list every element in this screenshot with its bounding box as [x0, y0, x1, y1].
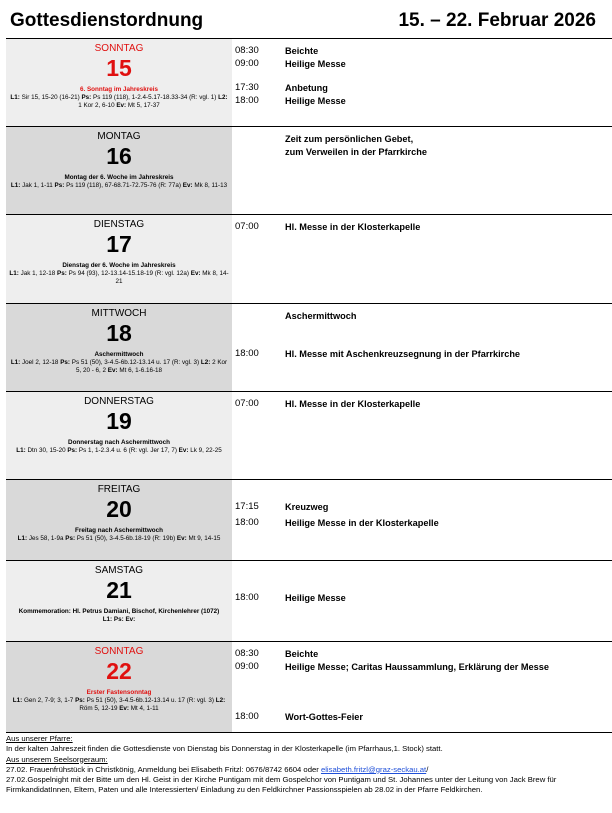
reading-label: Ev:: [125, 616, 136, 623]
readings: [6, 447, 232, 455]
liturgical-day: Dienstag der 6. Woche im Jahreskreis: [62, 262, 176, 269]
day-number: 17: [106, 231, 132, 257]
reading-label: L2:: [215, 697, 226, 704]
event-description: Kreuzweg: [285, 502, 329, 512]
reading-ref: Ps 1, 1-2.3.4 u. 6 (R: vgl. Jer 17, 7): [77, 447, 179, 454]
day-cell: [6, 642, 232, 732]
day-cell: [6, 561, 232, 641]
event-time: 18:00: [235, 592, 259, 603]
event-description: Heilige Messe: [285, 96, 346, 106]
date-range: 15. – 22. Februar 2026: [398, 10, 596, 31]
reading-label: Ps:: [81, 94, 92, 101]
day-name: DIENSTAG: [93, 219, 145, 230]
readings: [6, 94, 232, 110]
event-description: Hl. Messe in der Klosterkapelle: [285, 399, 421, 409]
reading-label: Ps:: [60, 359, 70, 366]
liturgical-day: Montag der 6. Woche im Jahreskreis: [64, 174, 174, 181]
reading-label: Ev:: [178, 447, 189, 454]
reading-label: Ev:: [176, 535, 187, 542]
reading-label: Ev:: [119, 705, 130, 712]
liturgical-day: Kommemoration: Hl. Petrus Damiani, Bischof, Kirchenlehrer (1072): [18, 608, 220, 615]
reading-ref: Ps 94 (93), 12-13.14-15.18-19 (R: vgl. 12a): [66, 270, 191, 277]
event-description: Anbetung: [285, 83, 328, 93]
day-row: [6, 127, 612, 215]
reading-ref: Mk 8, 11-13: [192, 182, 228, 189]
reading-label: L1:: [16, 447, 26, 454]
event-description: Beichte: [285, 649, 319, 659]
day-name: SAMSTAG: [94, 565, 144, 576]
reading-ref: Gen 2, 7-9; 3, 1-7: [22, 697, 76, 704]
reading-ref: Mt 5, 17-37: [126, 102, 160, 109]
day-cell: [6, 215, 232, 303]
pfarre-heading: Aus unserer Pfarre:: [6, 734, 73, 743]
readings: [6, 359, 232, 375]
day-name: DONNERSTAG: [84, 396, 154, 407]
day-cell: [6, 392, 232, 479]
readings: [6, 535, 232, 543]
event-description: Wort-Gottes-Feier: [285, 712, 363, 722]
reading-label: Ps:: [67, 447, 78, 454]
event-time: 09:00: [235, 58, 259, 69]
event-time: 07:00: [235, 398, 259, 409]
reading-ref: Jak 1, 1-11: [20, 182, 55, 189]
event-description: Heilige Messe: [285, 59, 346, 69]
day-number: 18: [106, 320, 132, 346]
reading-label: L1:: [10, 359, 21, 366]
reading-ref: Lk 9, 22-25: [188, 447, 222, 454]
reading-label: L2:: [200, 359, 211, 366]
page-header: [0, 0, 612, 38]
event-description: Beichte: [285, 46, 319, 56]
reading-ref: Ps 119 (118), 67-68.71-72.75-76 (R: 77a): [64, 182, 183, 189]
reading-ref: Mt 4, 1-11: [129, 705, 159, 712]
liturgical-day: Aschermittwoch: [94, 351, 144, 358]
reading-label: Ps:: [65, 535, 76, 542]
day-cell: [6, 127, 232, 214]
event-description: Hl. Messe mit Aschenkreuzsegnung in der Pfarrkirche: [285, 349, 521, 359]
reading-label: L1:: [102, 616, 113, 623]
reading-ref: Jes 58, 1-9a: [27, 535, 66, 542]
event-description: Heilige Messe in der Klosterkapelle: [285, 518, 439, 528]
reading-ref: Ps 51 (50), 3-4.5-6b.12-13.14 u. 17 (R: vgl. 3): [70, 359, 201, 366]
reading-label: Ev:: [116, 102, 127, 109]
day-cell: [6, 304, 232, 391]
reading-ref: Ps 119 (118), 1-2.4-5.17-18.33-34 (R: vgl. 1): [91, 94, 219, 101]
liturgical-day: Donnerstag nach Aschermittwoch: [68, 439, 170, 446]
reading-label: L1:: [12, 697, 23, 704]
event-time: 18:00: [235, 348, 259, 359]
day-name: MONTAG: [97, 131, 141, 142]
event-time: 07:00: [235, 221, 259, 232]
event-description: zum Verweilen in der Pfarrkirche: [285, 147, 427, 157]
announcements: [6, 734, 612, 796]
day-cell: [6, 39, 232, 126]
day-row: [6, 304, 612, 392]
row-divider: [6, 732, 612, 733]
liturgical-day: 6. Sonntag im Jahreskreis: [79, 86, 159, 93]
event-time: 18:00: [235, 95, 259, 106]
day-row: [6, 642, 612, 733]
reading-ref: Jak 1, 12-18: [18, 270, 58, 277]
event-time: 09:00: [235, 661, 259, 672]
readings: [6, 616, 232, 624]
day-row: [6, 392, 612, 480]
reading-label: Ps:: [75, 697, 85, 704]
day-row: [6, 215, 612, 304]
reading-ref: Dtn 30, 15-20: [25, 447, 68, 454]
email-link[interactable]: elisabeth.fritzl@graz-seckau.at: [320, 764, 427, 774]
reading-ref: 1 Kor 2, 6-10: [78, 102, 117, 109]
event-description: Aschermittwoch: [285, 311, 357, 321]
readings: [6, 697, 232, 713]
event-description: Heilige Messe; Caritas Haussammlung, Erklärung der Messe: [285, 662, 549, 672]
reading-ref: Röm 5, 12-19: [79, 705, 120, 712]
event-time: 08:30: [235, 648, 259, 659]
reading-ref: Sir 15, 15-20 (16-21): [19, 94, 82, 101]
reading-ref: Joel 2, 12-18: [20, 359, 61, 366]
reading-ref: 2 Kor 5, 20 - 6, 2: [75, 359, 228, 374]
reading-label: Ps:: [113, 616, 124, 623]
reading-ref: Mk 8, 14-21: [115, 270, 229, 285]
day-number: 22: [106, 658, 132, 684]
event-time: 18:00: [235, 517, 259, 528]
day-number: 16: [106, 143, 132, 169]
event-time: 17:15: [235, 501, 259, 512]
liturgical-day: Freitag nach Aschermittwoch: [75, 527, 163, 534]
announcement-line-2: 27.02.Gospelnight mit der Bitte um den Hl. Geist in der Kirche Puntigam mit dem Gospelchor von Puntigam und St. Johannes unter der Leitung von Jack Brew für FirmkandidatInnen, Eltern, Paten und alle Interessierten/ Einladung zu den Feldkirchner Passionsspielen ab 28.02 in der Pfarre Feldkirchen.: [6, 775, 557, 795]
event-description: Hl. Messe in der Klosterkapelle: [285, 222, 421, 232]
day-cell: [6, 480, 232, 560]
reading-label: Ev:: [190, 270, 201, 277]
reading-label: Ps:: [57, 270, 67, 277]
event-time: 17:30: [235, 82, 259, 93]
reading-label: Ev:: [107, 367, 118, 374]
readings: [6, 270, 232, 286]
day-row: [6, 561, 612, 642]
reading-ref: Mt 9, 14-15: [186, 535, 221, 542]
seelsorge-heading: Aus unserem Seelsorgeraum:: [6, 754, 108, 764]
pfarre-text: In der kalten Jahreszeit finden die Gottesdienste von Dienstag bis Donnerstag in der Klosterkapelle (im Pfarrhaus,1. Stock) statt.: [6, 744, 443, 754]
reading-label: Ev:: [182, 182, 193, 189]
announcement-line-1: [6, 765, 612, 775]
liturgical-day: Erster Fastensonntag: [86, 689, 152, 696]
day-row: [6, 480, 612, 561]
day-name: MITTWOCH: [91, 308, 147, 319]
reading-ref: Ps 51 (50), 3-4.5-6b.12-13.14 u. 17 (R: vgl. 3): [84, 697, 216, 704]
day-row: [6, 39, 612, 127]
reading-label: L2:: [218, 94, 228, 101]
event-description: Zeit zum persönlichen Gebet,: [285, 134, 414, 144]
reading-label: L1:: [17, 535, 28, 542]
day-name: SONNTAG: [94, 43, 144, 54]
reading-ref: Mt 6, 1-6.16-18: [117, 367, 163, 374]
reading-ref: Ps 51 (50), 3-4.5-6b.18-19 (R: 19b): [75, 535, 177, 542]
reading-label: L1:: [10, 182, 21, 189]
page-title: Gottesdienstordnung: [10, 10, 204, 31]
day-number: 20: [106, 496, 132, 522]
announcement-1-end: /: [426, 764, 429, 774]
day-number: 19: [106, 408, 132, 434]
event-description: Heilige Messe: [285, 593, 346, 603]
readings: [6, 182, 232, 190]
day-number: 15: [106, 55, 132, 81]
reading-label: Ps:: [54, 182, 65, 189]
announcement-1-text: 27.02. Frauenfrühstück in Christkönig, Anmeldung bei Elisabeth Fritzl: 0676/8742 6604 oder: [6, 764, 321, 774]
event-time: 18:00: [235, 711, 259, 722]
day-name: FREITAG: [97, 484, 141, 495]
day-number: 21: [106, 577, 132, 603]
reading-label: L1:: [9, 270, 19, 277]
day-name: SONNTAG: [94, 646, 144, 657]
reading-label: L1:: [10, 94, 20, 101]
event-time: 08:30: [235, 45, 259, 56]
